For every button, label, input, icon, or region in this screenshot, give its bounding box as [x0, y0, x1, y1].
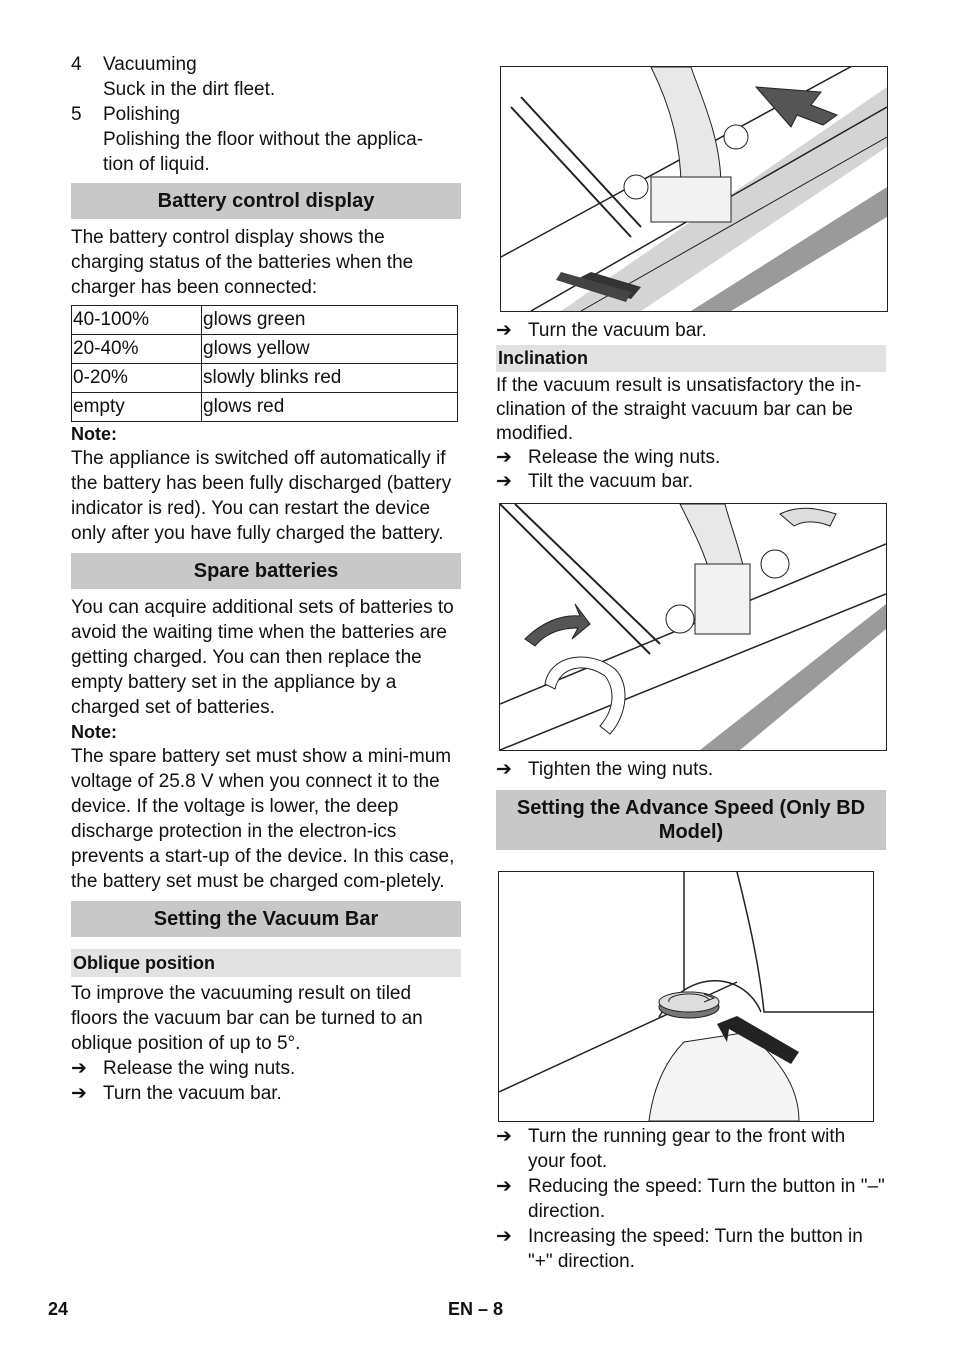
- oblique-position-heading: Oblique position: [71, 949, 461, 977]
- table-row: [72, 335, 458, 364]
- note-label: Note:: [71, 722, 117, 742]
- mode-list: [71, 52, 461, 177]
- list-item: [71, 52, 461, 77]
- list-desc: Polishing the floor without the applica-tion of liquid.: [103, 129, 424, 175]
- left-column: [71, 52, 461, 1106]
- note-text: The appliance is switched off automatically if the battery has been fully discharged (battery indicator is red). You can restart the device only after you have fully charged the battery.: [71, 448, 452, 544]
- spare-batteries-heading: Spare batteries: [71, 553, 461, 589]
- oblique-text: To improve the vacuuming result on tiled floors the vacuum bar can be turned to an oblique position of up to 5°.: [71, 983, 423, 1054]
- vacuum-bar-tilt-figure: [499, 503, 887, 751]
- inclination-heading: Inclination: [496, 345, 886, 372]
- arrow-icon: ➔: [496, 1176, 512, 1197]
- instruction-step: [496, 757, 886, 782]
- note-label: Note:: [71, 424, 117, 444]
- battery-display-heading: Battery control display: [71, 183, 461, 219]
- section-label: EN – 8: [448, 1299, 504, 1319]
- table-row: [72, 364, 458, 393]
- table-cell: empty: [72, 393, 202, 422]
- table-cell: 0-20%: [72, 364, 202, 393]
- instruction-step: [496, 470, 886, 494]
- list-title: Polishing: [103, 104, 181, 125]
- table-cell: slowly blinks red: [202, 364, 458, 393]
- arrow-icon: ➔: [496, 447, 512, 468]
- instruction-step: [496, 318, 886, 343]
- table-cell: glows yellow: [202, 335, 458, 364]
- step-text: Turn the vacuum bar.: [528, 320, 707, 341]
- step-text: Turn the running gear to the front with your foot.: [528, 1126, 846, 1172]
- step-text: Tilt the vacuum bar.: [528, 471, 694, 492]
- list-number: 4: [71, 54, 82, 75]
- vacuum-bar-tilt-illustration: [500, 504, 886, 750]
- instruction-step: [496, 446, 886, 470]
- vacuum-bar-turn-illustration: [501, 67, 887, 311]
- table-cell: 40-100%: [72, 306, 202, 335]
- advance-speed-heading: Setting the Advance Speed (Only BD Model): [496, 790, 886, 850]
- arrow-icon: ➔: [71, 1083, 87, 1104]
- list-number: 5: [71, 104, 82, 125]
- step-text: Release the wing nuts.: [528, 447, 721, 468]
- list-item: [71, 127, 461, 177]
- arrow-icon: ➔: [496, 320, 512, 341]
- table-cell: 20-40%: [72, 335, 202, 364]
- instruction-step: [496, 1224, 886, 1274]
- right-column: [496, 66, 886, 1274]
- vacuum-bar-heading: Setting the Vacuum Bar: [71, 901, 461, 937]
- list-desc: Suck in the dirt fleet.: [103, 79, 276, 100]
- arrow-icon: ➔: [496, 1226, 512, 1247]
- instruction-step: [71, 1081, 461, 1106]
- step-text: Release the wing nuts.: [103, 1058, 296, 1079]
- instruction-step: [496, 1124, 886, 1174]
- table-row: [72, 393, 458, 422]
- battery-display-intro: The battery control display shows the charging status of the batteries when the charger has been connected:: [71, 227, 414, 298]
- battery-status-table: [71, 305, 458, 422]
- instruction-step: [71, 1056, 461, 1081]
- arrow-icon: ➔: [71, 1058, 87, 1079]
- arrow-icon: ➔: [496, 1126, 512, 1147]
- list-item: [71, 77, 461, 102]
- note-text: The spare battery set must show a mini-mum voltage of 25.8 V when you connect it to the device. If the voltage is lower, the deep discharge protection in the electron-ics prevents a start-up of the device. In this case, the battery set must be charged com-pletely.: [71, 746, 455, 892]
- inclination-text: If the vacuum result is unsatisfactory the in-clination of the straight vacuum bar can be modified.: [496, 375, 862, 444]
- advance-speed-figure: [498, 871, 874, 1122]
- advance-speed-illustration: [499, 872, 873, 1121]
- page-number: 24: [48, 1299, 69, 1319]
- list-item: [71, 102, 461, 127]
- table-cell: glows green: [202, 306, 458, 335]
- step-text: Reducing the speed: Turn the button in "–" direction.: [528, 1176, 885, 1222]
- step-text: Tighten the wing nuts.: [528, 759, 714, 780]
- arrow-icon: ➔: [496, 471, 512, 492]
- spare-batteries-text: You can acquire additional sets of batteries to avoid the waiting time when the batteries are getting charged. You can then replace the empty battery set in the appliance by a charged set of batteries.: [71, 597, 454, 718]
- table-cell: glows red: [202, 393, 458, 422]
- step-text: Turn the vacuum bar.: [103, 1083, 282, 1104]
- arrow-icon: ➔: [496, 759, 512, 780]
- table-row: [72, 306, 458, 335]
- instruction-step: [496, 1174, 886, 1224]
- step-text: Increasing the speed: Turn the button in "+" direction.: [528, 1226, 863, 1272]
- vacuum-bar-turn-figure: [500, 66, 888, 312]
- list-title: Vacuuming: [103, 54, 197, 75]
